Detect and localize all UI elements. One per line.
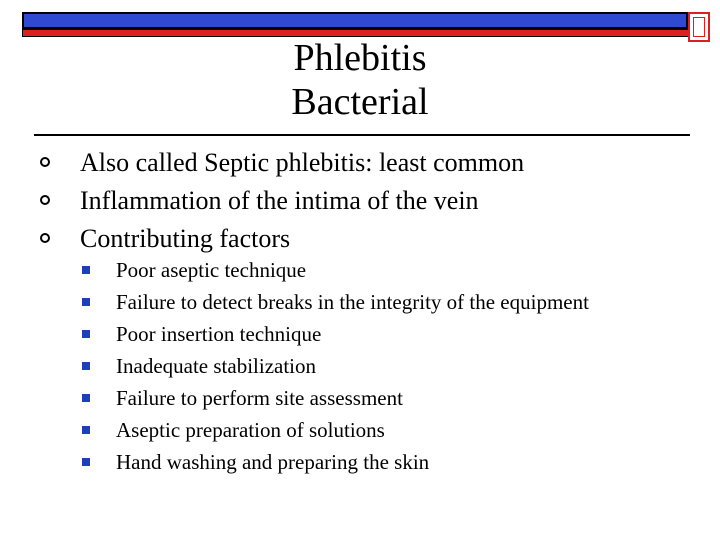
square-bullet-icon [82,426,90,434]
sub-bullet-text: Failure to detect breaks in the integrity of the equipment [116,290,589,314]
square-bullet-icon [82,362,90,370]
hollow-circle-icon [40,233,50,243]
bullet-text: Contributing factors [80,224,291,253]
header-bar-blue [22,12,688,29]
hollow-circle-icon [40,195,50,205]
sub-bullet-text: Poor insertion technique [116,322,322,346]
title-line-1: Phlebitis [293,37,427,79]
square-bullet-icon [82,330,90,338]
slide-title [0,36,720,124]
sub-bullet-text: Poor aseptic technique [116,258,307,282]
sub-bullet-text: Hand washing and preparing the skin [116,450,430,474]
square-bullet-icon [82,298,90,306]
square-bullet-icon [82,266,90,274]
bullet-text: Inflammation of the intima of the vein [80,186,479,215]
bullet-text: Also called Septic phlebitis: least common [80,148,525,177]
hollow-circle-icon [40,157,50,167]
square-bullet-icon [82,394,90,402]
sub-bullet-text: Failure to perform site assessment [116,386,403,410]
title-divider [34,134,690,136]
sub-bullet-text: Inadequate stabilization [116,354,317,378]
title-line-2: Bacterial [291,81,429,123]
sub-bullet-text: Aseptic preparation of solutions [116,418,385,442]
square-bullet-icon [82,458,90,466]
